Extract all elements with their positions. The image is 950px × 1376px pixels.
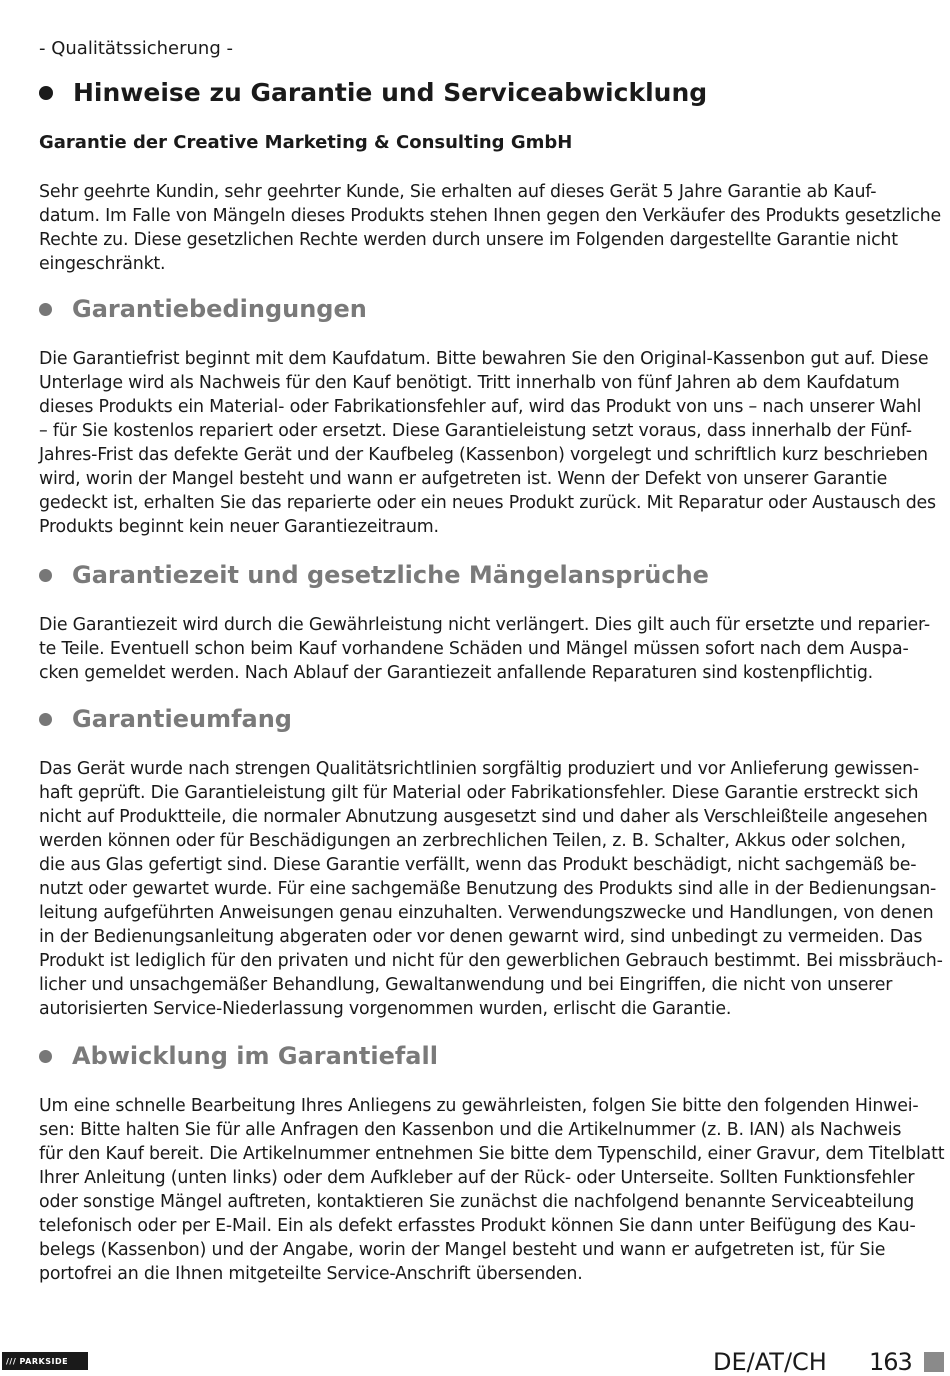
page-title-text: Hinweise zu Garantie und Serviceabwicklung [73, 78, 708, 107]
intro-line: Sehr geehrte Kundin, sehr geehrter Kunde, Sie erhalten auf dieses Gerät 5 Jahre Garantie ab Kauf- [39, 182, 877, 202]
section-heading-text: Garantiezeit und gesetzliche Mängelansprüche [72, 561, 709, 589]
bullet-icon [39, 1050, 52, 1063]
intro-line: Rechte zu. Diese gesetzlichen Rechte werden durch unsere im Folgenden dargestellte Garantie nicht [39, 230, 898, 250]
paragraph-line: oder sonstige Mängel auftreten, kontaktieren Sie zunächst die nachfolgend benannte Serviceabteilung [39, 1192, 915, 1212]
section-heading-garantiezeit [39, 561, 709, 589]
footer-marker [924, 1352, 944, 1372]
paragraph-line: portofrei an die Ihnen mitgeteilte Service-Anschrift übersenden. [39, 1264, 583, 1284]
paragraph-line: wird, worin der Mangel besteht und wann er aufgetreten ist. Wenn der Defekt von unserer Garantie [39, 469, 888, 489]
section-heading-text: Garantiebedingungen [72, 295, 367, 323]
section-heading-text: Garantieumfang [72, 705, 292, 733]
paragraph-line: Die Garantiefrist beginnt mit dem Kaufdatum. Bitte bewahren Sie den Original-Kassenbon gut auf. Diese [39, 349, 929, 369]
paragraph-line: nicht auf Produktteile, die normaler Abnutzung ausgesetzt sind und daher als Verschleißteile angesehen [39, 807, 928, 827]
paragraph-line: Produkts beginnt kein neuer Garantiezeitraum. [39, 517, 439, 537]
paragraph-line: werden können oder für Beschädigungen an zerbrechlichen Teilen, z. B. Schalter, Akkus oder solchen, [39, 831, 906, 851]
section-heading-abwicklung [39, 1042, 438, 1070]
paragraph-line: die aus Glas gefertigt sind. Diese Garantie verfällt, wenn das Produkt beschädigt, nicht sachgemäß be- [39, 855, 917, 875]
section-paragraph [39, 1094, 945, 1286]
paragraph-line: Die Garantiezeit wird durch die Gewährleistung nicht verlängert. Dies gilt auch für ersetzte und reparier- [39, 615, 930, 635]
bullet-icon [39, 569, 52, 582]
paragraph-line: cken gemeldet werden. Nach Ablauf der Garantiezeit anfallende Reparaturen sind kostenpflichtig. [39, 663, 874, 683]
paragraph-line: belegs (Kassenbon) und der Angabe, worin der Mangel besteht und wann er aufgetreten ist, für Sie [39, 1240, 886, 1260]
warranty-subtitle: Garantie der Creative Marketing & Consulting GmbH [39, 132, 573, 153]
intro-line: datum. Im Falle von Mängeln dieses Produkts stehen Ihnen gegen den Verkäufer des Produkts gesetzliche [39, 206, 941, 226]
paragraph-line: Ihrer Anleitung (unten links) oder dem Aufkleber auf der Rück- oder Unterseite. Sollten Funktionsfehler [39, 1168, 915, 1188]
section-heading-garantiebedingungen [39, 295, 367, 323]
paragraph-line: te Teile. Eventuell schon beim Kauf vorhandene Schäden und Mängel müssen sofort nach dem Auspa- [39, 639, 909, 659]
section-label: - Qualitätssicherung - [39, 38, 233, 59]
paragraph-line: – für Sie kostenlos repariert oder ersetzt. Diese Garantieleistung setzt voraus, dass innerhalb der Fünf- [39, 421, 912, 441]
paragraph-line: Jahres-Frist das defekte Gerät und der Kaufbeleg (Kassenbon) vorgelegt und schriftlich kurz beschrieben [39, 445, 928, 465]
paragraph-line: Um eine schnelle Bearbeitung Ihres Anliegens zu gewährleisten, folgen Sie bitte den folgenden Hinwei- [39, 1096, 919, 1116]
page-title [39, 78, 707, 107]
brand-logo [2, 1352, 88, 1370]
paragraph-line: gedeckt ist, erhalten Sie das reparierte oder ein neues Produkt zurück. Mit Reparatur oder Austausch des [39, 493, 936, 513]
section-paragraph [39, 613, 930, 685]
paragraph-line: licher und unsachgemäßer Behandlung, Gewaltanwendung und bei Eingriffen, die nicht von unserer [39, 975, 893, 995]
section-paragraph [39, 347, 936, 539]
brand-logo-text: /// PARKSIDE [6, 1356, 69, 1366]
paragraph-line: für den Kauf bereit. Die Artikelnummer entnehmen Sie bitte dem Typenschild, einer Gravur, dem Titelblatt [39, 1144, 945, 1164]
paragraph-line: dieses Produkts ein Material- oder Fabrikationsfehler auf, wird das Produkt von uns – nach unserer Wahl [39, 397, 922, 417]
intro-paragraph [39, 180, 941, 276]
bullet-icon [39, 303, 52, 316]
footer-region: DE/AT/CH [713, 1348, 827, 1376]
paragraph-line: Unterlage wird als Nachweis für den Kauf benötigt. Tritt innerhalb von fünf Jahren ab dem Kaufdatum [39, 373, 900, 393]
section-heading-garantieumfang [39, 705, 292, 733]
paragraph-line: autorisierten Service-Niederlassung vorgenommen wurden, erlischt die Garantie. [39, 999, 732, 1019]
bullet-icon [39, 86, 53, 100]
paragraph-line: in der Bedienungsanleitung abgeraten oder vor denen gewarnt wird, sind unbedingt zu vermeiden. Das [39, 927, 923, 947]
intro-line: eingeschränkt. [39, 254, 166, 274]
section-heading-text: Abwicklung im Garantiefall [72, 1042, 438, 1070]
paragraph-line: leitung aufgeführten Anweisungen genau einzuhalten. Verwendungszwecke und Handlungen, von denen [39, 903, 934, 923]
paragraph-line: telefonisch oder per E-Mail. Ein als defekt erfasstes Produkt können Sie dann unter Beifügung des Kau- [39, 1216, 916, 1236]
paragraph-line: Produkt ist lediglich für den privaten und nicht für den gewerblichen Gebrauch bestimmt. Bei missbräuch- [39, 951, 943, 971]
page-number: 163 [869, 1348, 912, 1376]
section-paragraph [39, 757, 943, 1021]
paragraph-line: Das Gerät wurde nach strengen Qualitätsrichtlinien sorgfältig produziert und vor Anlieferung gewissen- [39, 759, 919, 779]
bullet-icon [39, 713, 52, 726]
paragraph-line: sen: Bitte halten Sie für alle Anfragen den Kassenbon und die Artikelnummer (z. B. IAN) als Nachweis [39, 1120, 902, 1140]
paragraph-line: haft geprüft. Die Garantieleistung gilt für Material oder Fabrikationsfehler. Diese Garantie erstreckt sich [39, 783, 919, 803]
paragraph-line: nutzt oder gewartet wurde. Für eine sachgemäße Benutzung des Produkts sind alle in der Bedienungsan- [39, 879, 937, 899]
